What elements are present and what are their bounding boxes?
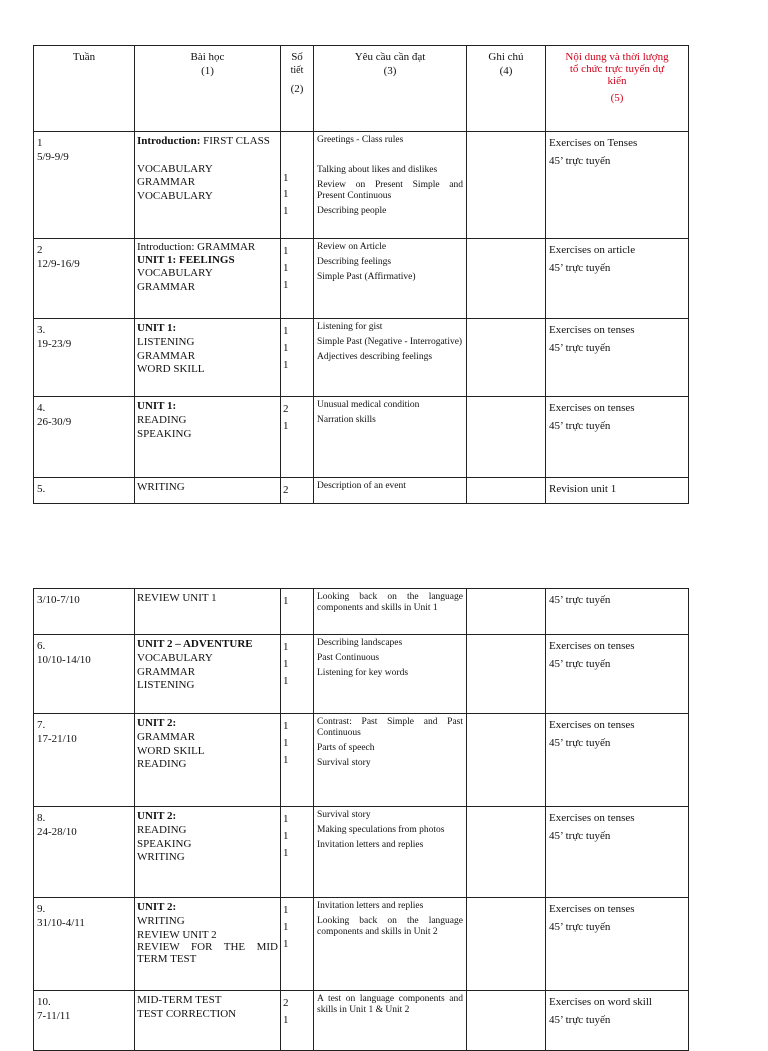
lesson-line <box>137 810 278 824</box>
note-cell <box>467 898 546 991</box>
note-cell <box>467 319 546 397</box>
requirements-cell <box>314 898 467 991</box>
week-text: 1 <box>37 137 43 149</box>
header-week: Tuần <box>34 46 135 132</box>
note-cell <box>467 714 546 807</box>
lesson-line <box>137 190 278 204</box>
requirement-text: Looking back on the language components and skills in Unit 2 <box>317 915 463 937</box>
periods-cell <box>281 991 314 1051</box>
lesson-text: TEST CORRECTION <box>137 1007 237 1020</box>
schedule-table-2 <box>33 588 689 1051</box>
online-cell <box>546 132 689 239</box>
note-cell <box>467 635 546 714</box>
periods-cell <box>281 589 314 635</box>
week-text: 3/10-7/10 <box>37 594 80 606</box>
note-cell <box>467 397 546 478</box>
requirement-text: Survival story <box>317 757 371 768</box>
header-lesson: Bài học (1) <box>135 46 281 132</box>
week-cell <box>34 319 135 397</box>
periods-value: 1 <box>283 171 289 184</box>
lesson-text: GRAMMAR <box>137 176 196 189</box>
week-cell <box>34 714 135 807</box>
online-text: Exercises on tenses <box>549 719 635 731</box>
lesson-heading: UNIT 1: <box>137 322 177 334</box>
week-cell <box>34 807 135 898</box>
online-text: 45’ trực tuyến <box>549 829 611 842</box>
lesson-text: GRAMMAR <box>137 730 196 743</box>
lesson-line <box>137 163 278 177</box>
online-text: Exercises on Tenses <box>549 137 638 149</box>
requirements-cell <box>314 714 467 807</box>
lesson-heading: UNIT 2 – ADVENTURE <box>137 638 253 650</box>
periods-value: 2 <box>283 997 289 1009</box>
table-row <box>34 397 689 478</box>
lesson-text: REVIEW FOR THE MID TERM TEST <box>137 941 278 965</box>
online-cell <box>546 635 689 714</box>
lesson-line <box>137 666 278 680</box>
lesson-line <box>137 350 278 364</box>
lesson-line <box>137 176 278 190</box>
periods-value: 1 <box>283 720 289 732</box>
table-row <box>34 132 689 239</box>
lesson-text: GRAMMAR <box>137 349 196 362</box>
week-text: 24-28/10 <box>37 825 77 838</box>
week-cell <box>34 898 135 991</box>
lesson-text: REVIEW UNIT 1 <box>137 592 217 604</box>
lesson-text: WRITING <box>137 914 185 927</box>
requirements-cell <box>314 589 467 635</box>
header-periods: Số tiết (2) <box>281 46 314 132</box>
requirement-text: Simple Past (Negative - Interrogative) <box>317 336 463 347</box>
lesson-line <box>137 915 278 929</box>
online-text: 45’ trực tuyến <box>549 341 611 354</box>
lesson-cell <box>135 239 281 319</box>
week-text: 10/10-14/10 <box>37 653 91 666</box>
online-text: Exercises on tenses <box>549 903 635 915</box>
lesson-text: GRAMMAR <box>137 281 196 294</box>
requirement-text: Review on Article <box>317 242 387 252</box>
lesson-text: REVIEW UNIT 2 <box>137 928 217 941</box>
requirement-text: Description of an event <box>317 481 406 491</box>
table-row <box>34 589 689 635</box>
online-text: Exercises on tenses <box>549 402 635 414</box>
week-cell <box>34 239 135 319</box>
periods-value: 1 <box>283 846 289 859</box>
periods-value: 1 <box>283 813 289 825</box>
week-text: 17-21/10 <box>37 732 77 745</box>
table-row <box>34 478 689 504</box>
lesson-line <box>137 254 278 268</box>
lesson-line <box>137 1008 278 1022</box>
periods-cell <box>281 807 314 898</box>
week-cell <box>34 991 135 1051</box>
lesson-text: SPEAKING <box>137 427 192 440</box>
lesson-line <box>137 652 278 666</box>
requirement-text: Looking back on the language components and skills in Unit 1 <box>317 592 463 613</box>
lesson-line <box>137 322 278 336</box>
lesson-text: VOCABULARY <box>137 162 213 175</box>
online-text: 45’ trực tuyến <box>549 920 611 933</box>
periods-value: 1 <box>283 278 289 291</box>
online-text: 45’ trực tuyến <box>549 154 611 167</box>
table-row <box>34 807 689 898</box>
lesson-text: READING <box>137 413 187 426</box>
lesson-line <box>137 758 278 772</box>
periods-value: 1 <box>283 674 289 687</box>
lesson-line <box>137 336 278 350</box>
requirement-text: Describing landscapes <box>317 638 403 648</box>
lesson-heading: Introduction: <box>137 135 201 147</box>
periods-cell <box>281 478 314 504</box>
periods-value: 1 <box>283 358 289 371</box>
requirement-text: Describing feelings <box>317 256 392 267</box>
week-cell <box>34 635 135 714</box>
requirement-text <box>317 150 463 161</box>
lesson-cell <box>135 635 281 714</box>
lesson-heading: UNIT 2: <box>137 717 177 729</box>
requirement-text: Invitation letters and replies <box>317 839 424 850</box>
lesson-line <box>137 428 278 442</box>
lesson-text: SPEAKING <box>137 837 192 850</box>
lesson-line <box>137 731 278 745</box>
requirement-text: Simple Past (Affirmative) <box>317 271 416 282</box>
requirement-text: Adjectives describing feelings <box>317 351 433 362</box>
week-cell <box>34 132 135 239</box>
periods-cell <box>281 397 314 478</box>
note-cell <box>467 589 546 635</box>
lesson-line <box>137 481 278 495</box>
table-row <box>34 319 689 397</box>
week-text: 26-30/9 <box>37 415 72 428</box>
table-row <box>34 991 689 1051</box>
lesson-line <box>137 242 278 254</box>
requirements-cell <box>314 132 467 239</box>
requirements-cell <box>314 991 467 1051</box>
lesson-heading: UNIT 1: FEELINGS <box>137 253 235 266</box>
online-text: Exercises on word skill <box>549 996 652 1008</box>
lesson-line <box>137 135 278 149</box>
periods-value: 1 <box>283 641 289 653</box>
lesson-text: READING <box>137 758 187 771</box>
periods-value: 1 <box>283 261 289 274</box>
header-requirements: Yêu cầu cần đạt (3) <box>314 46 467 132</box>
requirements-cell <box>314 478 467 504</box>
header-row <box>34 46 689 132</box>
lesson-line <box>137 942 278 965</box>
periods-value <box>283 155 311 169</box>
week-text: 12/9-16/9 <box>37 257 80 270</box>
periods-value: 1 <box>283 419 289 432</box>
lesson-heading: UNIT 1: <box>137 400 177 412</box>
online-cell <box>546 478 689 504</box>
note-cell <box>467 239 546 319</box>
lesson-line <box>137 414 278 428</box>
lesson-text: READING <box>137 823 187 836</box>
requirement-text: Talking about likes and dislikes <box>317 164 438 175</box>
online-text: Exercises on article <box>549 244 636 256</box>
lesson-line <box>137 679 278 693</box>
lesson-text: MID-TERM TEST <box>137 994 222 1006</box>
online-cell <box>546 319 689 397</box>
periods-value: 1 <box>283 657 289 670</box>
online-text: Exercises on tenses <box>549 640 635 652</box>
table-row <box>34 239 689 319</box>
header-online: Nội dung và thời lượng tổ chức trực tuyến dự kiến (5) <box>546 46 689 132</box>
lesson-cell <box>135 132 281 239</box>
lesson-line <box>137 851 278 865</box>
periods-value: 1 <box>283 736 289 749</box>
requirement-text: Making speculations from photos <box>317 824 445 835</box>
week-text: 8. <box>37 812 46 824</box>
note-cell <box>467 807 546 898</box>
online-text: 45’ trực tuyến <box>549 594 611 606</box>
header-note: Ghi chú (4) <box>467 46 546 132</box>
schedule-table-1 <box>33 45 689 504</box>
lesson-line <box>137 638 278 652</box>
week-text: 5. <box>37 483 46 495</box>
lesson-line <box>137 400 278 414</box>
week-text: 31/10-4/11 <box>37 916 85 929</box>
periods-cell <box>281 239 314 319</box>
lesson-cell <box>135 589 281 635</box>
periods-value: 1 <box>283 829 289 842</box>
lesson-text: WORD SKILL <box>137 744 205 757</box>
periods-value: 2 <box>283 403 289 415</box>
week-cell <box>34 397 135 478</box>
periods-value: 1 <box>283 205 289 217</box>
periods-value: 1 <box>283 188 289 201</box>
periods-value: 1 <box>283 325 289 337</box>
lesson-line <box>137 281 278 295</box>
lesson-line <box>137 824 278 838</box>
requirement-text: Contrast: Past Simple and Past Continuous <box>317 717 463 738</box>
lesson-line <box>137 838 278 852</box>
lesson-cell <box>135 397 281 478</box>
lesson-text: LISTENING <box>137 679 195 692</box>
week-text: 10. <box>37 996 51 1008</box>
online-text: Revision unit 1 <box>549 483 617 495</box>
lesson-text: GRAMMAR <box>137 665 196 678</box>
note-cell <box>467 991 546 1051</box>
periods-cell <box>281 132 314 239</box>
periods-cell <box>281 319 314 397</box>
online-text: 45’ trực tuyến <box>549 736 611 749</box>
note-cell <box>467 132 546 239</box>
requirements-cell <box>314 635 467 714</box>
week-text: 6. <box>37 640 46 652</box>
requirement-text: Greetings - Class rules <box>317 135 404 145</box>
requirement-text: Parts of speech <box>317 742 375 753</box>
online-cell <box>546 807 689 898</box>
periods-cell <box>281 898 314 991</box>
lesson-text: WORD SKILL <box>137 363 205 376</box>
lesson-cell <box>135 714 281 807</box>
week-text: 3. <box>37 324 46 336</box>
week-cell <box>34 478 135 504</box>
lesson-cell <box>135 898 281 991</box>
lesson-line <box>137 901 278 915</box>
lesson-line <box>137 929 278 943</box>
week-text: 5/9-9/9 <box>37 150 69 163</box>
online-text: 45’ trực tuyến <box>549 1013 611 1026</box>
online-cell <box>546 991 689 1051</box>
week-cell <box>34 589 135 635</box>
periods-value: 1 <box>283 1013 289 1026</box>
table-row <box>34 898 689 991</box>
lesson-line <box>137 592 278 606</box>
lesson-line <box>137 363 278 377</box>
requirement-text: Past Continuous <box>317 652 380 663</box>
lesson-text: VOCABULARY <box>137 190 213 202</box>
week-text: 2 <box>37 244 43 256</box>
lesson-text: FIRST CLASS <box>200 135 270 147</box>
week-text: 7. <box>37 719 46 731</box>
requirement-text: Listening for gist <box>317 322 383 332</box>
lesson-text: WRITING <box>137 481 185 493</box>
periods-cell <box>281 714 314 807</box>
requirements-cell <box>314 397 467 478</box>
lesson-cell <box>135 319 281 397</box>
online-cell <box>546 714 689 807</box>
table-row <box>34 635 689 714</box>
periods-value <box>283 138 311 152</box>
periods-cell <box>281 635 314 714</box>
periods-value: 1 <box>283 920 289 933</box>
week-text: 9. <box>37 903 46 915</box>
periods-value: 1 <box>283 245 289 257</box>
requirement-text: Unusual medical condition <box>317 400 420 410</box>
requirements-cell <box>314 239 467 319</box>
lesson-text: VOCABULARY <box>137 267 213 280</box>
lesson-line <box>137 149 278 163</box>
periods-value: 1 <box>283 595 289 607</box>
lesson-line <box>137 745 278 759</box>
online-text: Exercises on tenses <box>549 812 635 824</box>
requirements-cell <box>314 319 467 397</box>
online-text: Exercises on tenses <box>549 324 635 336</box>
lesson-text: VOCABULARY <box>137 651 213 664</box>
week-text: 4. <box>37 402 46 414</box>
periods-value: 1 <box>283 753 289 766</box>
online-cell <box>546 898 689 991</box>
lesson-cell <box>135 478 281 504</box>
week-text: 19-23/9 <box>37 337 72 350</box>
periods-value: 1 <box>283 341 289 354</box>
periods-value: 1 <box>283 937 289 950</box>
periods-value: 1 <box>283 904 289 916</box>
online-text: 45’ trực tuyến <box>549 657 611 670</box>
requirement-text: Survival story <box>317 810 371 820</box>
lesson-heading: UNIT 2: <box>137 901 177 913</box>
requirement-text: A test on language components and skills in Unit 1 & Unit 2 <box>317 994 463 1015</box>
table-row <box>34 714 689 807</box>
online-cell <box>546 397 689 478</box>
requirement-text: Listening for key words <box>317 667 409 678</box>
periods-value: 2 <box>283 484 289 496</box>
lesson-line <box>137 994 278 1008</box>
online-cell <box>546 239 689 319</box>
requirement-text: Review on Present Simple and Present Continuous <box>317 179 463 201</box>
lesson-cell <box>135 991 281 1051</box>
lesson-line <box>137 717 278 731</box>
requirements-cell <box>314 807 467 898</box>
requirement-text: Narration skills <box>317 414 376 425</box>
lesson-text: LISTENING <box>137 335 195 348</box>
lesson-text: WRITING <box>137 851 185 864</box>
note-cell <box>467 478 546 504</box>
week-text: 7-11/11 <box>37 1009 71 1022</box>
online-text: 45’ trực tuyến <box>549 419 611 432</box>
requirement-text: Describing people <box>317 205 387 216</box>
lesson-cell <box>135 807 281 898</box>
lesson-heading: UNIT 2: <box>137 810 177 822</box>
online-text: 45’ trực tuyến <box>549 261 611 274</box>
lesson-text: Introduction: GRAMMAR <box>137 241 256 253</box>
lesson-line <box>137 267 278 281</box>
online-cell <box>546 589 689 635</box>
requirement-text: Invitation letters and replies <box>317 901 424 911</box>
